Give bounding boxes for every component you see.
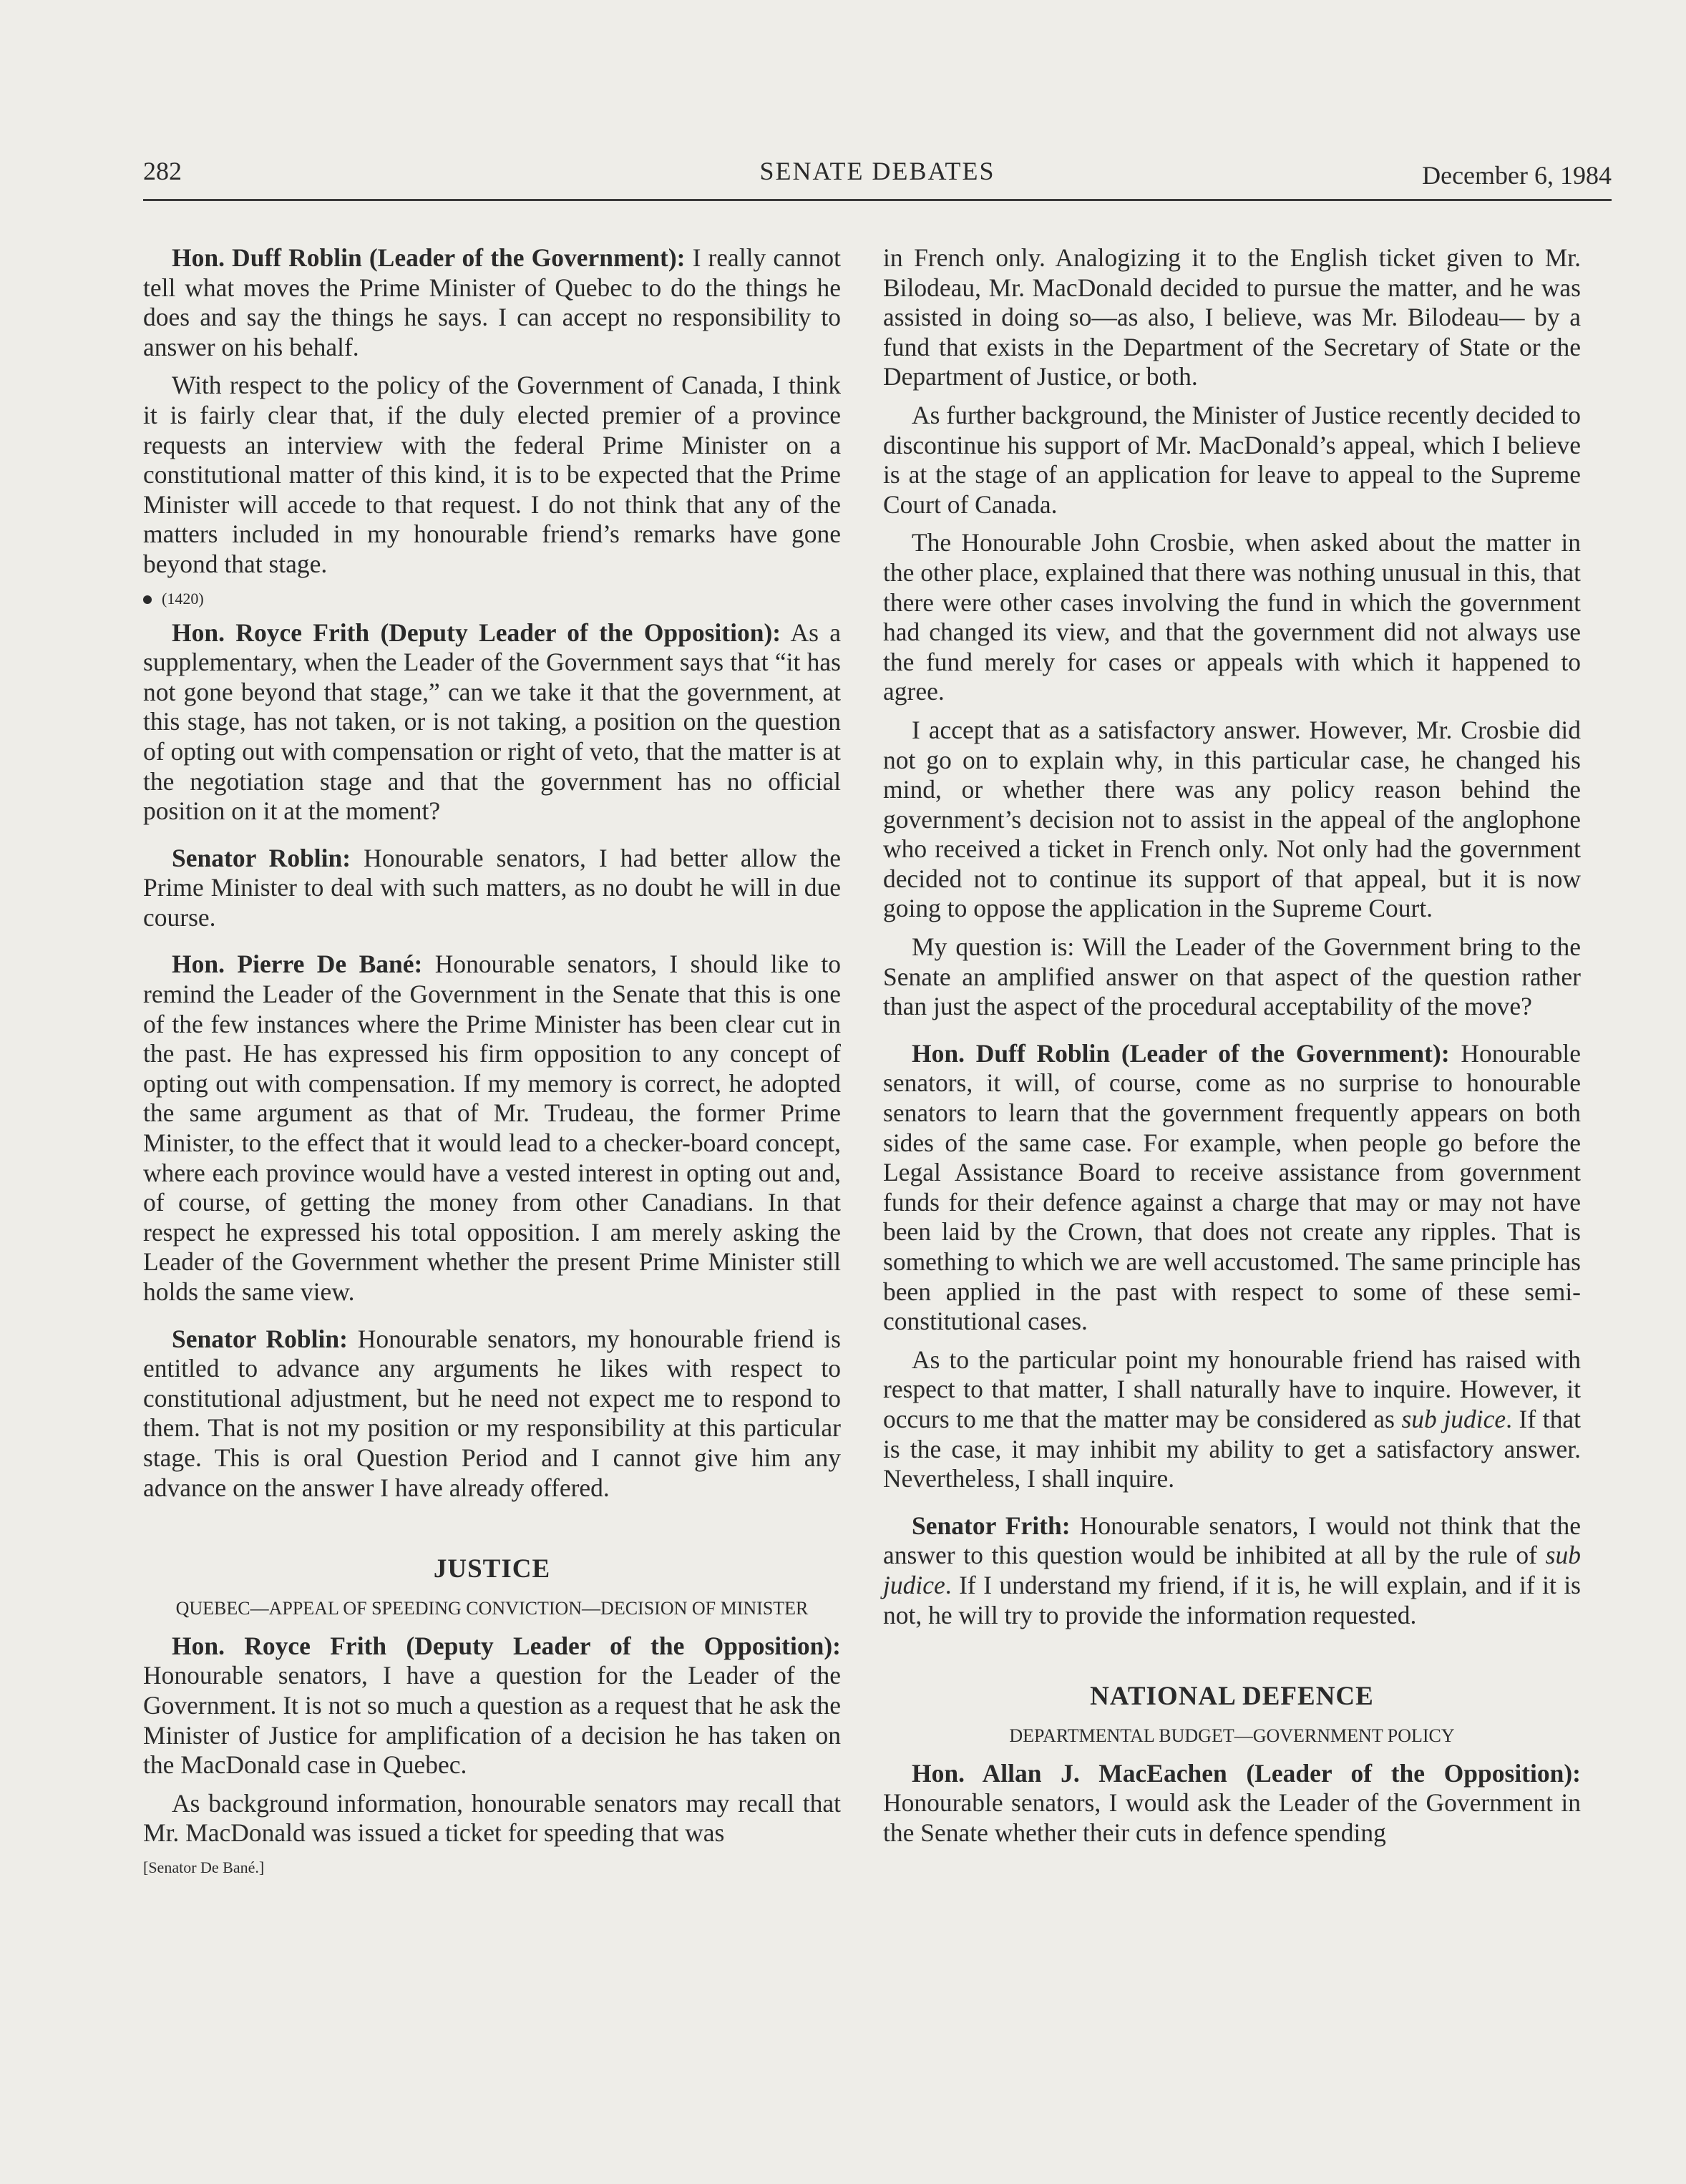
left-column: [143, 243, 841, 1878]
paragraph: As further background, the Minister of Justice recently decided to discontinue his support of Mr. MacDonald’s appeal, which I believe is at the stage of an application for leave to appeal to the Supreme Court of Canada.: [883, 400, 1581, 519]
paragraph: As background information, honourable senators may recall that Mr. MacDonald was issued a ticket for speeding that was: [143, 1788, 841, 1848]
paragraph: With respect to the policy of the Government of Canada, I think it is fairly clear that, if the duly elected premier of a province requests an interview with the federal Prime Minister on a constitutional matter of this kind, it is to be expected that the Prime Minister will accede to that request. I do not think that any of the matters included in my honourable friend’s remarks have gone beyond that stage.: [143, 371, 841, 578]
page-number: 282: [143, 157, 182, 185]
section-subtitle: DEPARTMENTAL BUDGET—GOVERNMENT POLICY: [1009, 1725, 1455, 1746]
speaker-name: Hon. Pierre De Bané:: [172, 950, 423, 979]
paragraph: Senator Frith: Honourable senators, I would not think that the answer to this question would be inhibited at all by the rule of sub judice. If I understand my friend, if it is, he will explain, and if it is not, he will try to provide the information requested.: [883, 1511, 1581, 1629]
time-marker: (1420): [143, 588, 841, 610]
right-column: [883, 243, 1581, 1857]
speaker-name: Hon. Allan J. MacEachen (Leader of the Opposition):: [912, 1758, 1581, 1788]
publication-title: SENATE DEBATES: [759, 157, 995, 185]
speaker-name: Hon. Duff Roblin (Leader of the Government):: [172, 243, 686, 272]
bullet-icon: [143, 595, 152, 604]
section-title: JUSTICE: [433, 1554, 551, 1584]
section-subtitle: QUEBEC—APPEAL OF SPEEDING CONVICTION—DECISION OF MINISTER: [175, 1597, 809, 1619]
speaker-name: Hon. Duff Roblin (Leader of the Government):: [912, 1038, 1450, 1068]
paragraph: Hon. Pierre De Bané: Honourable senators, I should like to remind the Leader of the Government in the Senate that this is one of the few instances where the Prime Minister has been clear cut in the past. He has expressed his firm opposition to any concept of opting out with compensation. If my memory is correct, he adopted the same argument as that of Mr. Trudeau, the former Prime Minister, to the effect that it would lead to a checker-board concept, where each province would have a vested interest in opting out and, of course, of getting the money from other Canadians. In that respect he expressed his total opposition. I am merely asking the Leader of the Government whether the present Prime Minister still holds the same view.: [143, 950, 841, 1306]
speaker-name: Senator Roblin:: [172, 843, 351, 872]
paragraph: Senator Roblin: Honourable senators, my honourable friend is entitled to advance any arguments he likes with respect to constitutional adjustment, but he need not expect me to respond to them. That is not my position or my responsibility at this particular stage. This is oral Question Period and I cannot give him any advance on the answer I have already offered.: [143, 1324, 841, 1502]
italic-term: sub judice: [1401, 1404, 1506, 1433]
page-header: [143, 156, 1612, 201]
paragraph: Senator Roblin: Honourable senators, I had better allow the Prime Minister to deal with such matters, as no doubt he will in due course.: [143, 843, 841, 932]
paragraph: in French only. Analogizing it to the English ticket given to Mr. Bilodeau, Mr. MacDonald decided to pursue the matter, and he was assisted in doing so—as also, I believe, was Mr. Bilodeau— by a fund that exists in the Department of the Secretary of State or the Department of Justice, or both.: [883, 243, 1581, 391]
italic-term: sub judice: [883, 1541, 1581, 1599]
paragraph: The Honourable John Crosbie, when asked about the matter in the other place, explained that there was nothing unusual in this, that there were other cases involving the fund in which the government had changed its view, and that the government did not always use the fund merely for cases or appeals with which it happened to agree.: [883, 528, 1582, 706]
paragraph: I accept that as a satisfactory answer. However, Mr. Crosbie did not go on to explain why, in this particular case, he changed his mind, or whether there was any policy reason behind the government’s decision not to assist in the appeal of the anglophone who received a ticket in French only. Not only had the government decided not to continue its support of that appeal, but it is now going to oppose the application in the Supreme Court.: [883, 715, 1581, 923]
speaker-name: Senator Roblin:: [172, 1324, 348, 1353]
footnote: [Senator De Bané.]: [143, 1858, 265, 1876]
speaker-name: Hon. Royce Frith (Deputy Leader of the Opposition):: [172, 1631, 841, 1660]
speaker-name: Senator Frith:: [912, 1511, 1071, 1540]
paragraph: Hon. Royce Frith (Deputy Leader of the Opposition): Honourable senators, I have a question for the Leader of the Government. It is not so much a question as a request that he ask the Minister of Justice for amplification of a decision he has taken on the MacDonald case in Quebec.: [143, 1631, 841, 1780]
section-title: NATIONAL DEFENCE: [1090, 1682, 1374, 1712]
paragraph: Hon. Allan J. MacEachen (Leader of the Opposition): Honourable senators, I would ask the Leader of the Government in the Senate whether their cuts in defence spending: [883, 1758, 1581, 1847]
paragraph: Hon. Royce Frith (Deputy Leader of the Opposition): As a supplementary, when the Leader of the Government says that “it has not gone beyond that stage,” can we take it that the government, at this stage, has not taken, or is not taking, a position on the question of opting out with compensation or right of veto, that the matter is at the negotiation stage and that the government has no official position on it at the moment?: [143, 618, 841, 826]
paragraph: My question is: Will the Leader of the Government bring to the Senate an amplified answer on that aspect of the question rather than just the aspect of the procedural acceptability of the move?: [883, 932, 1581, 1021]
paragraph: Hon. Duff Roblin (Leader of the Government): Honourable senators, it will, of course, come as no surprise to honourable senators to learn that the government frequently appears on both sides of the same case. For example, when people go before the Legal Assistance Board to receive assistance from government funds for their defence against a charge that may or may not have been laid by the Crown, that does not create any ripples. That is something to which we are well accustomed. The same principle has been applied in the past with respect to some of these semi-constitutional cases.: [883, 1038, 1581, 1336]
speaker-name: Hon. Royce Frith (Deputy Leader of the Opposition):: [172, 618, 781, 647]
paragraph: Hon. Duff Roblin (Leader of the Government): I really cannot tell what moves the Prime Minister of Quebec to do the things he does and say the things he says. I can accept no responsibility to answer on his behalf.: [143, 243, 841, 361]
page-date: December 6, 1984: [1422, 161, 1612, 190]
paragraph: As to the particular point my honourable friend has raised with respect to that matter, I shall naturally have to inquire. However, it occurs to me that the matter may be considered as sub judice. If that is the case, it may inhibit my ability to get a satisfactory answer. Nevertheless, I shall inquire.: [883, 1345, 1581, 1493]
